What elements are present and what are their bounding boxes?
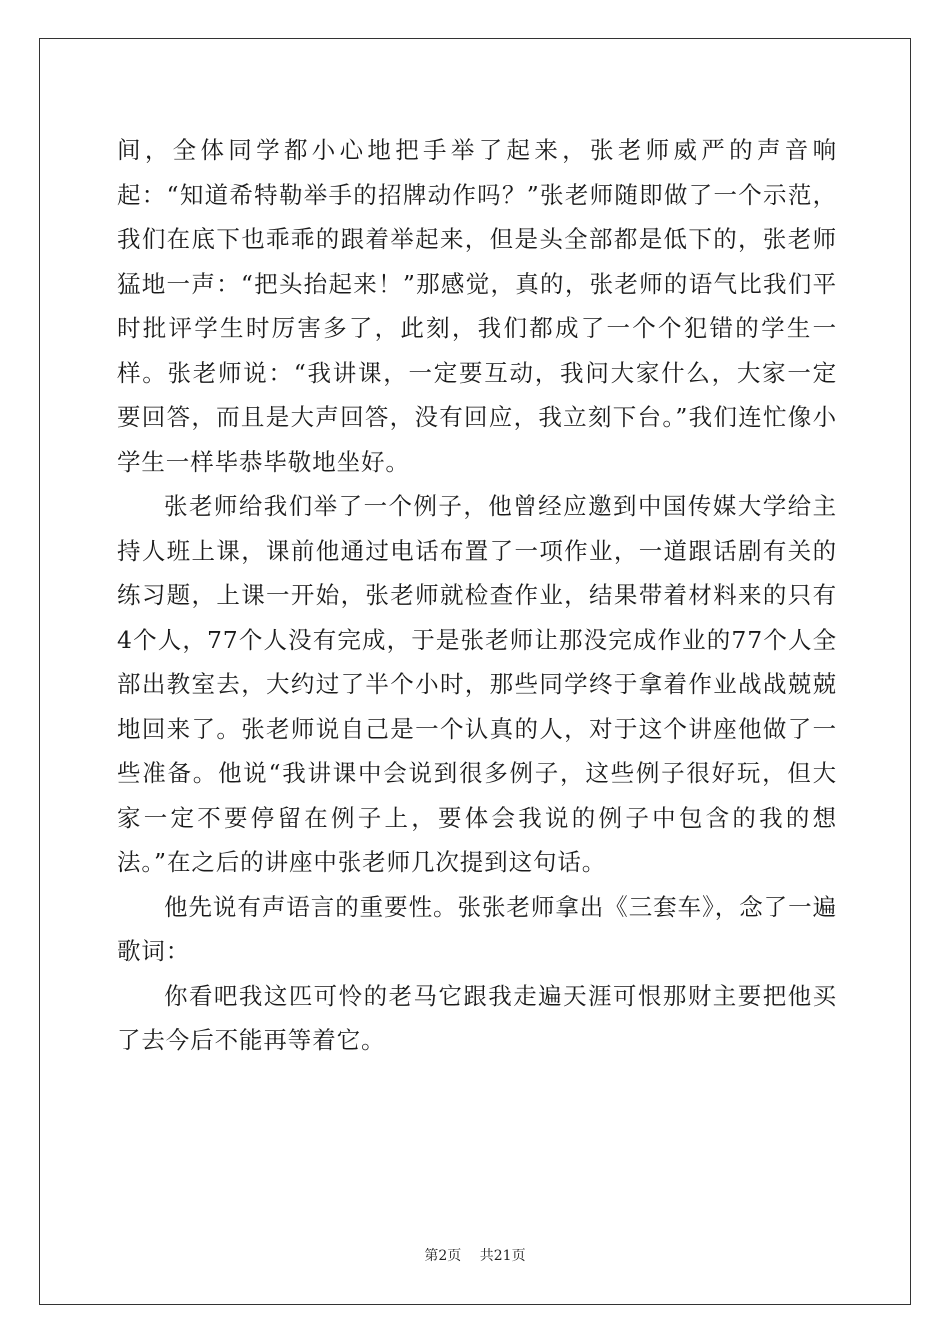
paragraph-spoken-language: 他先说有声语言的重要性。张张老师拿出《三套车》，念了一遍歌词： bbox=[117, 892, 837, 965]
paragraph-lyrics: 你看吧我这匹可怜的老马它跟我走遍天涯可恨那财主要把他买了去今后不能再等着它。 bbox=[117, 981, 837, 1054]
page-total: 共21页 bbox=[479, 1248, 526, 1264]
paragraph-continuation: 间，全体同学都小心地把手举了起来，张老师威严的声音响起：“知道希特勒举手的招牌动作吗？”张老师随即做了一个示范，我们在底下也乖乖的跟着举起来，但是头全部都是低下的，张老师猛地一声：“把头抬起来！”那感觉，真的，张老师的语气比我们平时批评学生时厉害多了，此刻，我们都成了一个个犯错的学生一样。张老师说：“我讲课，一定要互动，我问大家什么，大家一定要回答，而且是大声回答，没有回应，我立刻下台。”我们连忙像小学生一样毕恭毕敬地坐好。 bbox=[117, 136, 837, 476]
document-body bbox=[117, 128, 837, 1063]
page-number: 第2页 bbox=[424, 1248, 462, 1264]
paragraph-example: 张老师给我们举了一个例子，他曾经应邀到中国传媒大学给主持人班上课，课前他通过电话布置了一项作业，一道跟话剧有关的练习题，上课一开始，张老师就检查作业，结果带着材料来的只有4个人，77个人没有完成，于是张老师让那没完成作业的77个人全部出教室去，大约过了半个小时，那些同学终于拿着作业战战兢兢地回来了。张老师说自己是一个认真的人，对于这个讲座他做了一些准备。他说“我讲课中会说到很多例子，这些例子很好玩，但大家一定不要停留在例子上，要体会我说的例子中包含的我的想法。”在之后的讲座中张老师几次提到这句话。 bbox=[117, 492, 837, 876]
page-footer bbox=[0, 1245, 950, 1265]
